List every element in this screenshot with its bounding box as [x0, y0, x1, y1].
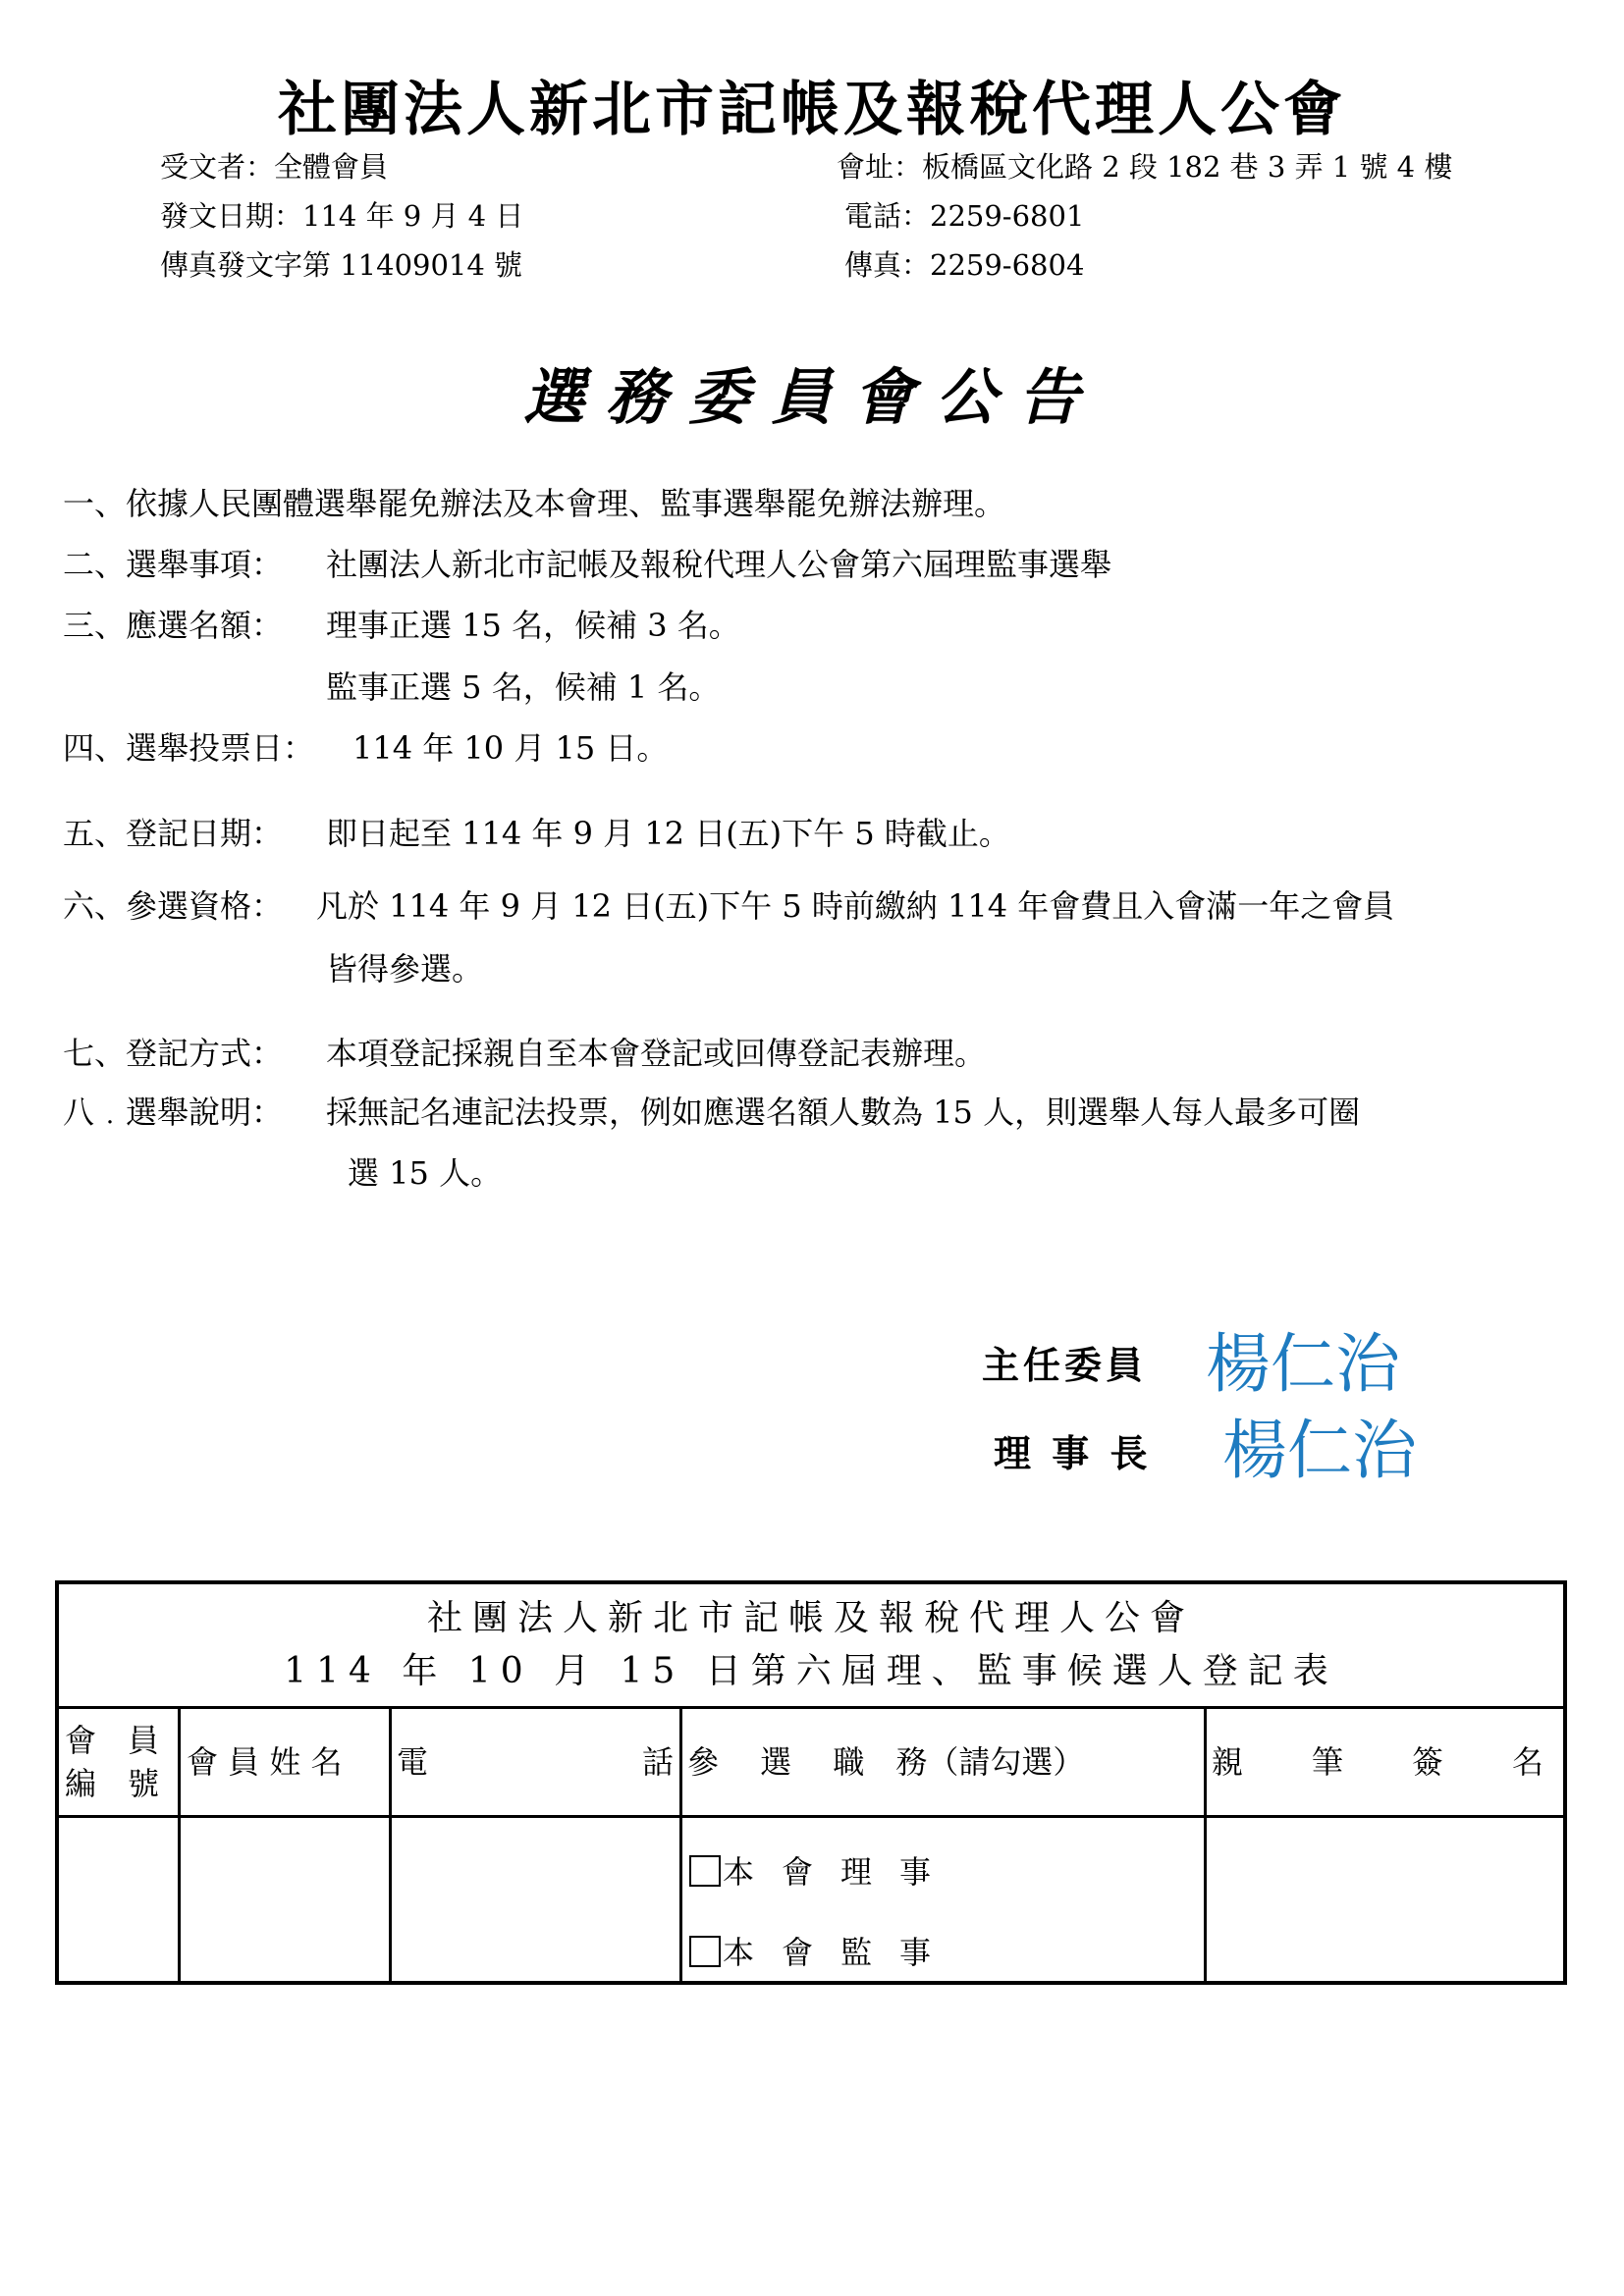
notice-item-6-label: 六、參選資格：: [63, 887, 284, 925]
registration-form: [55, 1580, 1567, 1985]
col-member-number-line-1: 會 員: [65, 1722, 160, 1759]
notice-item-2: [63, 540, 1111, 585]
notice-item-6-text-2: 皆得參選。: [326, 950, 484, 988]
notice-item-7-label: 七、登記方式：: [63, 1035, 284, 1072]
president-signature: 楊仁治: [1222, 1413, 1417, 1488]
notice-item-2-label: 二、選舉事項：: [63, 546, 284, 583]
notice-item-5: [63, 809, 1010, 854]
notice-item-8-text: 採無記名連記法投票，例如應選名額人數為 15 人，則選舉人每人最多可圈: [326, 1094, 1361, 1131]
notice-item-8-label: 八﹒選舉說明：: [63, 1094, 284, 1131]
chair-signature: 楊仁治: [1206, 1326, 1400, 1402]
notice-item-7-text: 本項登記採親自至本會登記或回傳登記表辦理。: [326, 1035, 987, 1072]
col-candidate-role: 參 選 職 務（請勾選）: [687, 1743, 1085, 1781]
document-number-line: 傳真發文字第 11409014 號: [160, 248, 523, 282]
column-divider: [389, 1706, 392, 1981]
notice-item-5-label: 五、登記日期：: [63, 815, 284, 852]
issue-date-line: 發文日期：114 年 9 月 4 日: [160, 199, 524, 233]
option-director-label: 本會理事: [723, 1853, 959, 1891]
notice-item-4-label: 四、選舉投票日：: [63, 729, 315, 767]
column-divider: [1204, 1706, 1207, 1981]
col-member-name: 會 員 姓 名: [187, 1743, 343, 1781]
col-member-number-line-2: 編 號: [65, 1765, 160, 1802]
form-title-line-1: 社團法人新北市記帳及報稅代理人公會: [426, 1598, 1195, 1638]
notice-item-8-text-2: 選 15 人。: [348, 1154, 503, 1192]
address-line: 會址：板橋區文化路 2 段 182 巷 3 弄 1 號 4 樓: [837, 150, 1453, 184]
notice-item-1-text: 一、依據人民團體選舉罷免辦法及本會理、監事選舉罷免辦法辦理。: [63, 485, 1006, 522]
fax-line: 傳真：2259-6804: [844, 248, 1085, 282]
notice-item-8: [63, 1088, 1360, 1133]
col-phone-a: 電: [397, 1743, 429, 1781]
notice-title: 選務委員會公告: [522, 361, 1101, 433]
president-role-label: 理 事 長: [994, 1431, 1152, 1475]
org-name-title: 社團法人新北市記帳及報稅代理人公會: [278, 76, 1346, 144]
notice-item-3-label: 三、應選名額：: [63, 607, 284, 644]
form-title-line-2: 114 年 10 月 15 日第六屆理、監事候選人登記表: [284, 1651, 1338, 1691]
notice-item-3: [63, 601, 740, 646]
notice-item-6: [63, 881, 1394, 927]
col-signature: 親 筆 簽 名: [1212, 1743, 1546, 1781]
notice-item-3-text-2: 監事正選 5 名，候補 1 名。: [326, 668, 721, 706]
notice-item-4-text: 114 年 10 月 15 日。: [352, 729, 669, 767]
option-supervisor-label: 本會監事: [723, 1934, 959, 1971]
column-divider: [679, 1706, 682, 1981]
notice-item-5-text: 即日起至 114 年 9 月 12 日(五)下午 5 時截止。: [326, 815, 1010, 852]
notice-item-7: [63, 1029, 986, 1074]
notice-item-1: [63, 479, 1005, 524]
col-phone-b: 話: [642, 1743, 675, 1781]
notice-item-3-text: 理事正選 15 名，候補 3 名。: [326, 607, 740, 644]
phone-line: 電話：2259-6801: [844, 199, 1085, 233]
form-header: [59, 1584, 1563, 1709]
option-supervisor[interactable]: [689, 1928, 958, 1973]
column-divider: [178, 1706, 181, 1981]
chair-role-label: 主任委員: [982, 1343, 1148, 1387]
supervisor-checkbox[interactable]: [689, 1936, 721, 1967]
notice-item-4: [63, 723, 668, 769]
recipient-line: 受文者：全體會員: [160, 150, 389, 184]
director-checkbox[interactable]: [689, 1855, 721, 1887]
option-director[interactable]: [689, 1847, 958, 1893]
notice-item-2-text: 社團法人新北市記帳及報稅代理人公會第六屆理監事選舉: [326, 546, 1112, 583]
notice-item-6-text: 凡於 114 年 9 月 12 日(五)下午 5 時前繳納 114 年會費且入會滿一年之會員: [316, 887, 1395, 925]
